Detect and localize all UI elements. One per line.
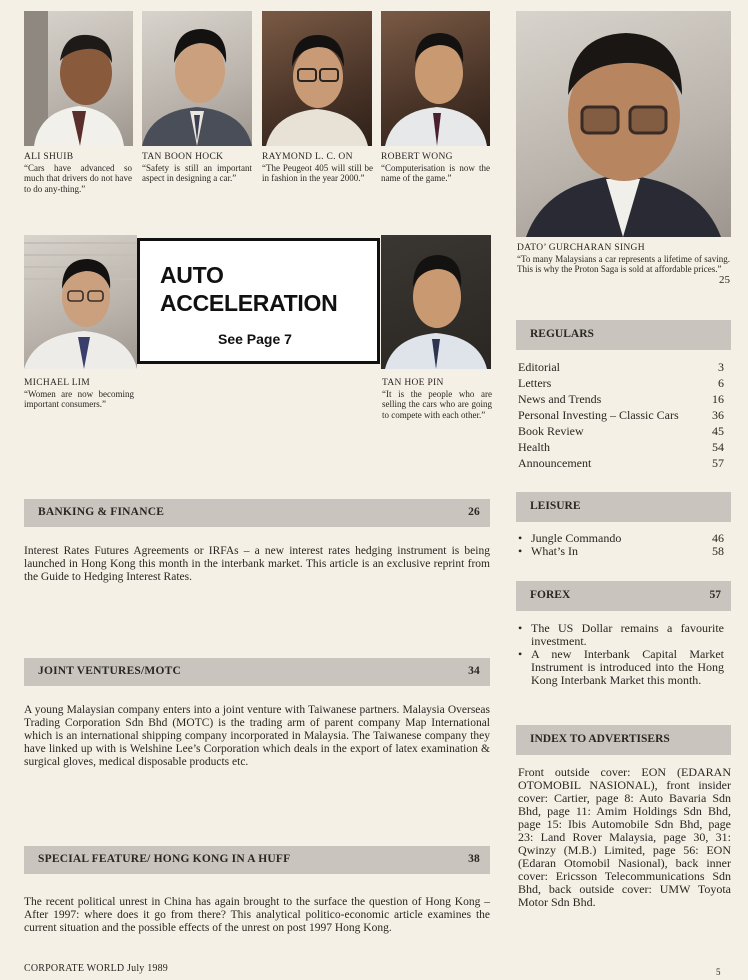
list-item[interactable]: Announcement 57 — [518, 456, 724, 470]
section-title: SPECIAL FEATURE/ HONG KONG IN A HUFF — [38, 853, 291, 865]
list-item[interactable]: • Jungle Commando 46 — [518, 532, 724, 545]
list-item: • A new Interbank Capital Market Instrument is introduced into the Hong Kong Interbank Market this month. — [518, 648, 724, 687]
photo-tan-boon-hock — [142, 11, 252, 146]
section-page: 38 — [468, 853, 480, 865]
portrait-illustration — [516, 11, 731, 237]
person-quote: “Women are now becoming important consumers.” — [24, 388, 134, 409]
person-name: ROBERT WONG — [381, 152, 453, 162]
section-title: BANKING & FINANCE — [38, 506, 165, 518]
regulars-title: REGULARS — [530, 328, 594, 340]
section-page: 34 — [468, 665, 480, 677]
leisure-header[interactable] — [516, 492, 731, 522]
section-text-banking-finance: Interest Rates Futures Agreements or IRFAs – a new interest rates hedging instrument is being launched in Hong Kong this month in the interbank market. This article is an exclusive reprint from the Guide to Hedging Interest Rates. — [24, 545, 490, 583]
list-item[interactable]: Health 54 — [518, 440, 724, 454]
person-name: MICHAEL LIM — [24, 378, 91, 388]
footer-page-number: 5 — [716, 967, 721, 977]
person-quote: “It is the people who are selling the cars who are going to compete with each other.” — [382, 388, 492, 420]
caption-raymond-on — [262, 152, 373, 184]
feature-see-page: See Page 7 — [218, 331, 292, 347]
person-name: ALI SHUIB — [24, 152, 74, 162]
person-quote: “Safety is still an important aspect in designing a car.” — [142, 162, 252, 183]
person-name: TAN BOON HOCK — [142, 152, 224, 162]
forex-list — [518, 622, 724, 687]
photo-ali-shuib — [24, 11, 133, 146]
leisure-list — [518, 532, 724, 558]
regulars-header[interactable] — [516, 320, 731, 350]
section-header-banking-finance[interactable] — [24, 499, 490, 527]
leisure-title: LEISURE — [530, 500, 581, 512]
section-header-special-feature[interactable] — [24, 846, 490, 874]
person-quote: “The Peugeot 405 will still be in fashion in the year 2000.” — [262, 162, 373, 183]
feature-title-line1: AUTO — [160, 262, 224, 288]
portrait-illustration — [24, 235, 137, 369]
person-name: TAN HOE PIN — [382, 378, 444, 388]
caption-tan-hoe-pin — [382, 378, 492, 420]
forex-header[interactable] — [516, 581, 731, 611]
list-item[interactable]: Book Review 45 — [518, 424, 724, 438]
regulars-list — [518, 359, 724, 471]
photo-michael-lim — [24, 235, 137, 369]
photo-gurcharan-singh — [516, 11, 731, 237]
person-name: DATO’ GURCHARAN SINGH — [517, 243, 645, 253]
advertisers-text: Front outside cover: EON (EDARAN OTOMOBIL NASIONAL), front insider cover: Cartier, page 8: Auto Bavaria Sdn Bhd, page 11: Amim Holdings Sdn Bhd, page 15: Ibis Automobile Sdn Bhd, page 23: Land Rover Malaysia, page 30, 31: Qwinzy (M.B.) Limited, page 56: EON (Edaran Otomobil Nasional), back inner cover: Ericsson Telecommunications Sdn Bhd, back outside cover: UMW Toyota Motor Sdn Bhd. — [518, 765, 731, 909]
list-item[interactable]: Editorial 3 — [518, 360, 724, 374]
feature-title-line2: ACCELERATION — [160, 290, 338, 316]
photo-tan-hoe-pin — [381, 235, 491, 369]
forex-title: FOREX — [530, 589, 571, 601]
list-item[interactable]: • What’s In 58 — [518, 545, 724, 558]
advertisers-header[interactable] — [516, 725, 731, 755]
footer-publication: CORPORATE WORLD July 1989 — [24, 963, 168, 974]
person-name: RAYMOND L. C. ON — [262, 152, 353, 162]
caption-tan-boon-hock — [142, 152, 252, 184]
page-number: 25 — [719, 273, 730, 286]
list-item[interactable]: News and Trends 16 — [518, 392, 724, 406]
feature-box-auto-acceleration[interactable] — [137, 238, 380, 364]
list-item[interactable]: Personal Investing – Classic Cars 36 — [518, 408, 724, 422]
section-text-joint-ventures: A young Malaysian company enters into a joint venture with Taiwanese partners. Malaysia Overseas Trading Corporation Sdn Bhd (MOTC) is the trading arm of parent company Map International which is an international shipping company incorporated in Malaysia. The Taiwanese company they have linked up with is Welshine Lee’s Corporation which deals in the export of latex examination & surgical gloves, medical disposable products etc. — [24, 704, 490, 768]
list-item[interactable]: Letters 6 — [518, 376, 724, 390]
portrait-illustration — [381, 235, 491, 369]
caption-ali-shuib — [24, 152, 132, 194]
forex-page: 57 — [709, 589, 721, 601]
list-item: • The US Dollar remains a favourite investment. — [518, 622, 724, 648]
caption-michael-lim — [24, 378, 134, 410]
section-page: 26 — [468, 506, 480, 518]
section-header-joint-ventures[interactable] — [24, 658, 490, 686]
portrait-illustration — [262, 11, 372, 146]
person-quote: “To many Malaysians a car represents a lifetime of saving. This is why the Proton Saga is sold at affordable prices.” — [517, 253, 730, 274]
photo-robert-wong — [381, 11, 490, 146]
portrait-illustration — [142, 11, 252, 146]
person-quote: “Computerisation is now the name of the game.” — [381, 162, 490, 183]
feature-title — [160, 261, 337, 317]
portrait-illustration — [381, 11, 490, 146]
caption-robert-wong — [381, 152, 490, 184]
section-text-special-feature: The recent political unrest in China has again brought to the surface the question of Hong Kong – After 1997: where does it go from there? This analytical politico-economic article examines the current situation and the possible effects of the unrest on post 1997 Hong Kong. — [24, 896, 490, 934]
caption-gurcharan-singh — [517, 243, 730, 285]
section-title: JOINT VENTURES/MOTC — [38, 665, 182, 677]
portrait-illustration — [24, 11, 133, 146]
photo-raymond-on — [262, 11, 372, 146]
person-quote: “Cars have advanced so much that drivers do not have to do any-thing.” — [24, 162, 132, 194]
advertisers-title: INDEX TO ADVERTISERS — [530, 733, 670, 745]
